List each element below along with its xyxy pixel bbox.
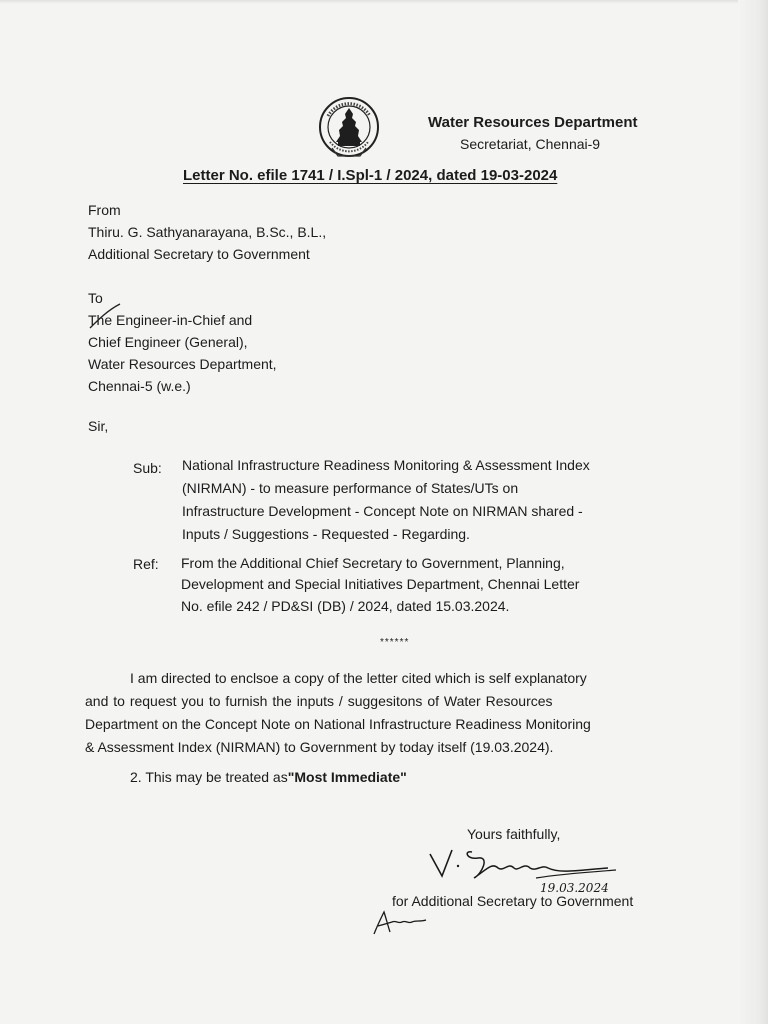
subject-line: Infrastructure Development - Concept Note on NIRMAN shared - [182,503,583,519]
from-designation: Additional Secretary to Government [88,246,310,262]
separator-stars: ****** [380,637,410,648]
body-paragraph-2 [130,769,407,785]
handwritten-initials [368,908,438,938]
body-line: Department on the Concept Note on National Infrastructure Readiness Monitoring [85,716,591,732]
subject-line: National Infrastructure Readiness Monitoring & Assessment Index [182,457,590,473]
most-immediate-emphasis: "Most Immediate" [287,769,407,785]
para2-text: 2. This may be treated as [130,769,288,785]
state-emblem-icon [318,96,380,162]
body-line: & Assessment Index (NIRMAN) to Government by today itself (19.03.2024). [85,739,554,755]
department-name: Water Resources Department [428,114,638,131]
to-label: To [88,290,103,306]
to-line-4: Chennai-5 (w.e.) [88,378,191,394]
to-line-3: Water Resources Department, [88,356,277,372]
from-name: Thiru. G. Sathyanarayana, B.Sc., B.L., [88,224,327,240]
body-line: and to request you to furnish the inputs / suggesitons of Water Resources [85,693,553,709]
scan-edge-top [0,0,768,4]
reference-label: Ref: [133,556,159,572]
yours-faithfully: Yours faithfully, [467,826,561,842]
salutation: Sir, [88,418,109,434]
reference-line: No. efile 242 / PD&SI (DB) / 2024, dated 15.03.2024. [181,598,510,614]
from-label: From [88,202,121,218]
signatory-line: for Additional Secretary to Government [392,893,634,909]
reference-line: Development and Special Initiatives Department, Chennai Letter [181,576,580,592]
subject-line: Inputs / Suggestions - Requested - Regarding. [182,526,470,542]
to-line-1: The Engineer-in-Chief and [88,312,253,328]
subject-label: Sub: [133,460,162,476]
subject-line: (NIRMAN) - to measure performance of States/UTs on [182,480,519,496]
scan-edge-right [738,0,768,1024]
signature-date: 19.03.2024 [540,881,609,895]
reference-line: From the Additional Chief Secretary to Government, Planning, [181,555,565,571]
letter-number: Letter No. efile 1741 / I.Spl-1 / 2024, dated 19-03-2024 [183,167,558,184]
to-line-2: Chief Engineer (General), [88,334,248,350]
pen-strike-mark [88,302,122,330]
body-line: I am directed to enclsoe a copy of the letter cited which is self explanatory [130,670,587,686]
handwritten-signature [420,840,660,900]
department-address: Secretariat, Chennai-9 [460,136,601,152]
